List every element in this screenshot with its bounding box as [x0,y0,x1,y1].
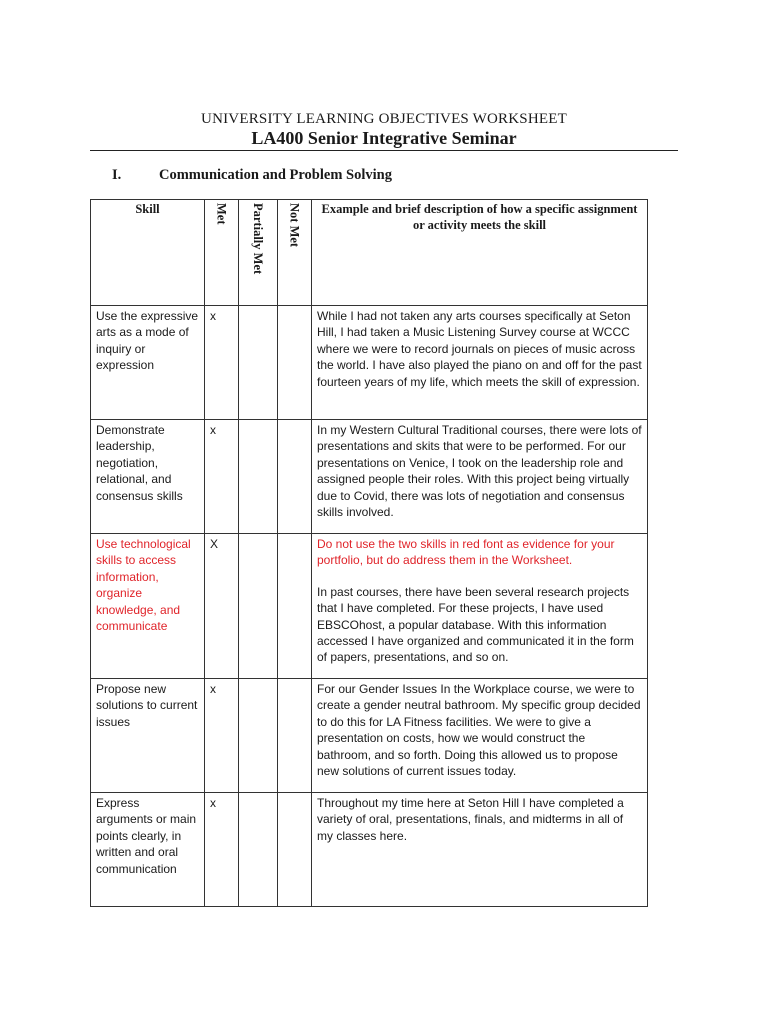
header-partially-met-label: Partially Met [251,203,266,275]
partially-met-cell [239,534,278,679]
skill-cell: Demonstrate leadership, negotiation, relational, and consensus skills [91,420,205,534]
example-text: In past courses, there have been several research projects that I have completed. For these projects, I have used EBSCOhost, a popular database. With this information accessed I have organized and communicated it in the form of papers, presentations, and so on. [317,584,634,665]
example-cell: While I had not taken any arts courses specifically at Seton Hill, I had taken a Music Listening Survey course at WCCC where we were to record journals on pieces of music across the world. I have also played the piano on and off for the past fourteen years of my life, which meets the skill of expression. [312,306,648,420]
title-divider [90,150,678,151]
course-title: LA400 Senior Integrative Seminar [251,128,517,148]
skill-cell: Propose new solutions to current issues [91,679,205,793]
partially-met-cell [239,306,278,420]
table-row [91,306,648,420]
met-cell: x [205,679,239,793]
header-partially-met [239,200,278,306]
not-met-cell [278,306,312,420]
red-font-note: Do not use the two skills in red font as evidence for your portfolio, but do address them in the Worksheet. [317,537,615,568]
header-not-met [278,200,312,306]
section-title: Communication and Problem Solving [159,167,392,183]
example-cell: Throughout my time here at Seton Hill I have completed a variety of oral, presentations, finals, and midterms in all of my classes here. [312,793,648,907]
not-met-cell [278,420,312,534]
table-row [91,420,648,534]
example-cell: For our Gender Issues In the Workplace course, we were to create a gender neutral bathroom. My specific group decided to do this for LA Fitness facilities. We were to give a presentation on costs, how we would construct the bathroom, and so forth. Doing this allowed us to propose new solutions of current issues today. [312,679,648,793]
section-number: I. [112,167,122,183]
example-cell [312,534,648,679]
header-not-met-label: Not Met [287,203,302,248]
worksheet-title: UNIVERSITY LEARNING OBJECTIVES WORKSHEET [201,111,567,127]
skill-cell: Use the expressive arts as a mode of inquiry or expression [91,306,205,420]
met-cell: x [205,420,239,534]
partially-met-cell [239,420,278,534]
met-cell: x [205,793,239,907]
example-cell: In my Western Cultural Traditional courses, there were lots of presentations and skits that were to be performed. For our presentations on Venice, I took on the leadership role and assigned people their roles. With this project being virtually due to Covid, there was lots of negotiation and consensus skills involved. [312,420,648,534]
header-skill: Skill [91,200,205,306]
met-cell: x [205,306,239,420]
header-met-label: Met [214,203,229,225]
skill-cell: Express arguments or main points clearly, in written and oral communication [91,793,205,907]
objectives-table [90,199,648,907]
table-header-row [91,200,648,306]
skill-cell: Use technological skills to access information, organize knowledge, and communicate [91,534,205,679]
partially-met-cell [239,679,278,793]
not-met-cell [278,534,312,679]
met-cell: X [205,534,239,679]
table-row [91,534,648,679]
not-met-cell [278,793,312,907]
table-row [91,793,648,907]
header-example: Example and brief description of how a specific assignment or activity meets the skill [312,200,648,306]
not-met-cell [278,679,312,793]
header-met [205,200,239,306]
partially-met-cell [239,793,278,907]
table-row [91,679,648,793]
